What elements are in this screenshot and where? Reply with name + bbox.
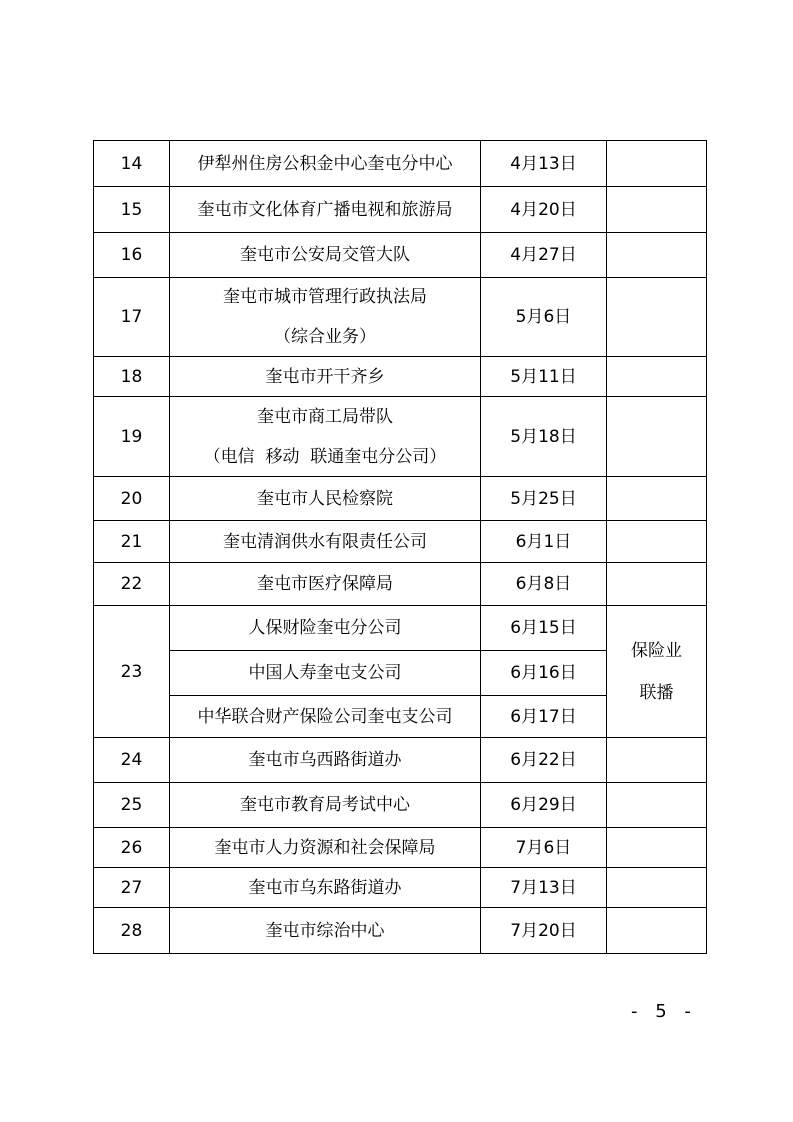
- note-cell: [607, 868, 707, 908]
- unit-name: 奎屯市人民检察院: [170, 477, 481, 521]
- row-number: 22: [94, 563, 170, 606]
- note-cell: [607, 828, 707, 868]
- table-row: [94, 828, 707, 868]
- row-number: 19: [94, 397, 170, 477]
- row-number: 26: [94, 828, 170, 868]
- note-cell: [607, 738, 707, 783]
- unit-name: 奎屯市开干齐乡: [170, 357, 481, 397]
- date-cell: 7月13日: [481, 868, 607, 908]
- unit-name: 奎屯市综治中心: [170, 908, 481, 954]
- table-row: [94, 278, 707, 357]
- table-row: [94, 233, 707, 278]
- row-number: 24: [94, 738, 170, 783]
- unit-name: 奎屯市医疗保障局: [170, 563, 481, 606]
- row-number: 27: [94, 868, 170, 908]
- date-cell: 5月18日: [481, 397, 607, 477]
- table-row: [94, 477, 707, 521]
- note-cell: [607, 141, 707, 187]
- date-cell: 4月13日: [481, 141, 607, 187]
- date-cell: 7月6日: [481, 828, 607, 868]
- row-number: 15: [94, 187, 170, 233]
- unit-name-subline: （综合业务）: [274, 327, 376, 347]
- table-row: [94, 357, 707, 397]
- unit-name: 奎屯市公安局交管大队: [170, 233, 481, 278]
- unit-name-cell: [170, 278, 481, 357]
- note-cell: [607, 477, 707, 521]
- unit-name: 奎屯市乌西路街道办: [170, 738, 481, 783]
- date-cell: 6月15日: [481, 606, 607, 651]
- date-cell: 6月16日: [481, 651, 607, 696]
- date-cell: 6月1日: [481, 521, 607, 563]
- row-number: 18: [94, 357, 170, 397]
- date-cell: 6月17日: [481, 696, 607, 738]
- row-number: 14: [94, 141, 170, 187]
- page-number: - 5 -: [631, 1001, 697, 1022]
- unit-name: 伊犁州住房公积金中心奎屯分中心: [170, 141, 481, 187]
- unit-name: 奎屯市文化体育广播电视和旅游局: [170, 187, 481, 233]
- note-cell: [607, 783, 707, 828]
- row-number: 17: [94, 278, 170, 357]
- note-text-subline: 联播: [639, 682, 674, 703]
- unit-name-subline: （电信 移动 联通奎屯分公司）: [203, 446, 447, 467]
- note-cell: [607, 278, 707, 357]
- date-cell: 5月11日: [481, 357, 607, 397]
- note-cell: [607, 187, 707, 233]
- unit-name-cell: [170, 397, 481, 477]
- row-number: 21: [94, 521, 170, 563]
- unit-name: 中华联合财产保险公司奎屯支公司: [170, 696, 481, 738]
- row-number: 16: [94, 233, 170, 278]
- date-cell: 5月6日: [481, 278, 607, 357]
- table-row: [94, 187, 707, 233]
- date-cell: 5月25日: [481, 477, 607, 521]
- row-number: 23: [94, 606, 170, 738]
- row-number: 28: [94, 908, 170, 954]
- note-cell: [607, 908, 707, 954]
- date-cell: 6月22日: [481, 738, 607, 783]
- table-row: [94, 397, 707, 477]
- date-cell: 6月29日: [481, 783, 607, 828]
- table-row: [94, 563, 707, 606]
- unit-name: 人保财险奎屯分公司: [170, 606, 481, 651]
- schedule-table: [93, 140, 707, 954]
- row-number: 20: [94, 477, 170, 521]
- date-cell: 7月20日: [481, 908, 607, 954]
- row-number: 25: [94, 783, 170, 828]
- date-cell: 4月27日: [481, 233, 607, 278]
- note-cell: [607, 357, 707, 397]
- unit-name: 奎屯市人力资源和社会保障局: [170, 828, 481, 868]
- date-cell: 6月8日: [481, 563, 607, 606]
- table-row: [94, 908, 707, 954]
- table-row: [94, 521, 707, 563]
- note-cell: [607, 563, 707, 606]
- unit-name: 奎屯市教育局考试中心: [170, 783, 481, 828]
- unit-name: 奎屯市商工局带队: [257, 406, 393, 427]
- table-row: [94, 141, 707, 187]
- note-text: 保险业: [631, 640, 682, 661]
- unit-name: 中国人寿奎屯支公司: [170, 651, 481, 696]
- note-cell: [607, 521, 707, 563]
- date-cell: 4月20日: [481, 187, 607, 233]
- unit-name: 奎屯清润供水有限责任公司: [170, 521, 481, 563]
- table-row: [94, 738, 707, 783]
- note-cell: [607, 606, 707, 738]
- table-row: [94, 783, 707, 828]
- unit-name: 奎屯市城市管理行政执法局: [223, 287, 427, 307]
- table-row: [94, 606, 707, 651]
- unit-name: 奎屯市乌东路街道办: [170, 868, 481, 908]
- note-cell: [607, 397, 707, 477]
- table-row: [94, 868, 707, 908]
- note-cell: [607, 233, 707, 278]
